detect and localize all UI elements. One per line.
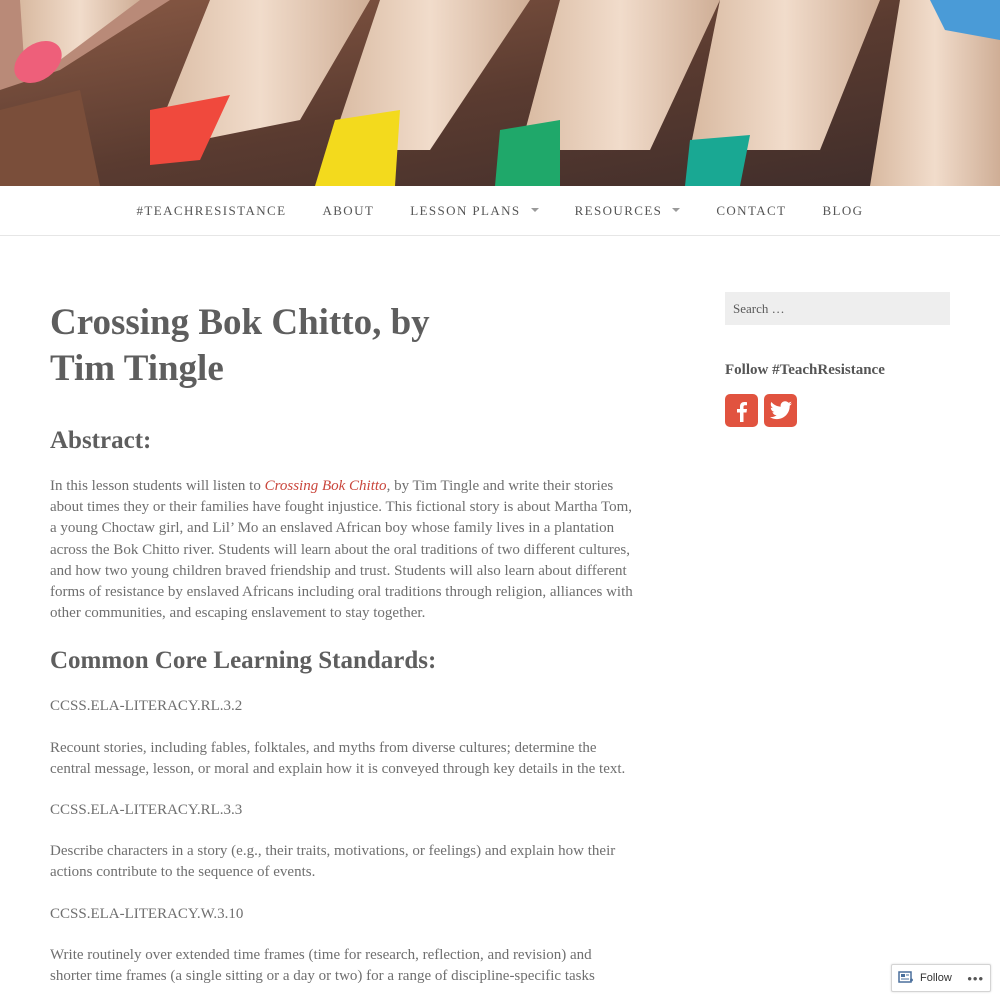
header-banner-image xyxy=(0,0,1000,186)
facebook-button[interactable] xyxy=(725,394,758,427)
more-options-icon[interactable]: ••• xyxy=(967,970,984,986)
nav-item-label: LESSON PLANS xyxy=(410,202,521,218)
follow-button[interactable]: Follow xyxy=(920,972,952,984)
twitter-button[interactable] xyxy=(764,394,797,427)
nav-item-blog[interactable] xyxy=(804,203,881,219)
twitter-icon xyxy=(769,401,793,421)
abstract-heading: Abstract: xyxy=(50,427,152,454)
search-input[interactable] xyxy=(725,292,950,325)
abstract-text-start: In this lesson students will listen to xyxy=(50,478,265,494)
facebook-icon xyxy=(732,400,752,422)
caret-down-icon xyxy=(672,208,680,212)
standard-description: Describe characters in a story (e.g., their traits, motivations, or feelings) and explain how their actions contribute to the sequence of events. xyxy=(50,843,616,881)
nav-item-label: ABOUT xyxy=(322,202,375,218)
nav-item-resources[interactable] xyxy=(557,203,699,219)
nav-item-contact[interactable] xyxy=(698,203,804,219)
social-links xyxy=(725,394,797,427)
standard-code: CCSS.ELA-LITERACY.W.3.10 xyxy=(50,905,244,922)
standard-description: Recount stories, including fables, folktales, and myths from diverse cultures; determine the central message, lesson, or moral and explain how it is conveyed through key details in the text. xyxy=(50,739,626,777)
nav-item-label: #TEACHRESISTANCE xyxy=(136,202,287,218)
standard-code: CCSS.ELA-LITERACY.RL.3.2 xyxy=(50,698,243,715)
nav-item-lesson-plans[interactable] xyxy=(392,203,556,219)
colored-pencils-illustration xyxy=(0,0,1000,186)
caret-down-icon xyxy=(531,208,539,212)
abstract-text-rest: , by Tim Tingle and write their stories about times they or their families have fought injustice. This fictional story is about Martha Tom, a young Choctaw girl, and Lil’ Mo an enslaved African boy whose family lives in a plantation across the Bok Chitto river. Students will learn about the oral traditions of two different cultures, and how two young children braved friendship and trust. Students will also learn about different forms of resistance by enslaved Africans including oral traditions through religion, alliances with other communities, and escaping enslavement to stay together. xyxy=(50,478,633,622)
book-title-link[interactable]: Crossing Bok Chitto xyxy=(264,478,387,494)
standards-heading: Common Core Learning Standards: xyxy=(50,647,437,675)
nav-item-teachresistance[interactable] xyxy=(119,203,305,219)
main-navigation xyxy=(0,186,1000,236)
page-title: Crossing Bok Chitto, by Tim Tingle xyxy=(50,302,430,389)
abstract-paragraph xyxy=(50,476,635,624)
follow-widget-title: Follow #TeachResistance xyxy=(725,362,885,378)
nav-item-label: CONTACT xyxy=(716,202,787,218)
standard-code: CCSS.ELA-LITERACY.RL.3.3 xyxy=(50,802,243,819)
nav-item-label: RESOURCES xyxy=(574,202,663,218)
post-article xyxy=(50,300,635,987)
nav-item-about[interactable] xyxy=(304,203,392,219)
reader-follow-icon xyxy=(898,971,914,985)
standard-description: Write routinely over extended time frames (time for research, reflection, and revision) and shorter time frames (a single sitting or a day or two) for a range of discipline-specific tasks xyxy=(50,946,595,985)
follow-widget xyxy=(891,964,991,992)
nav-item-label: BLOG xyxy=(822,202,864,218)
